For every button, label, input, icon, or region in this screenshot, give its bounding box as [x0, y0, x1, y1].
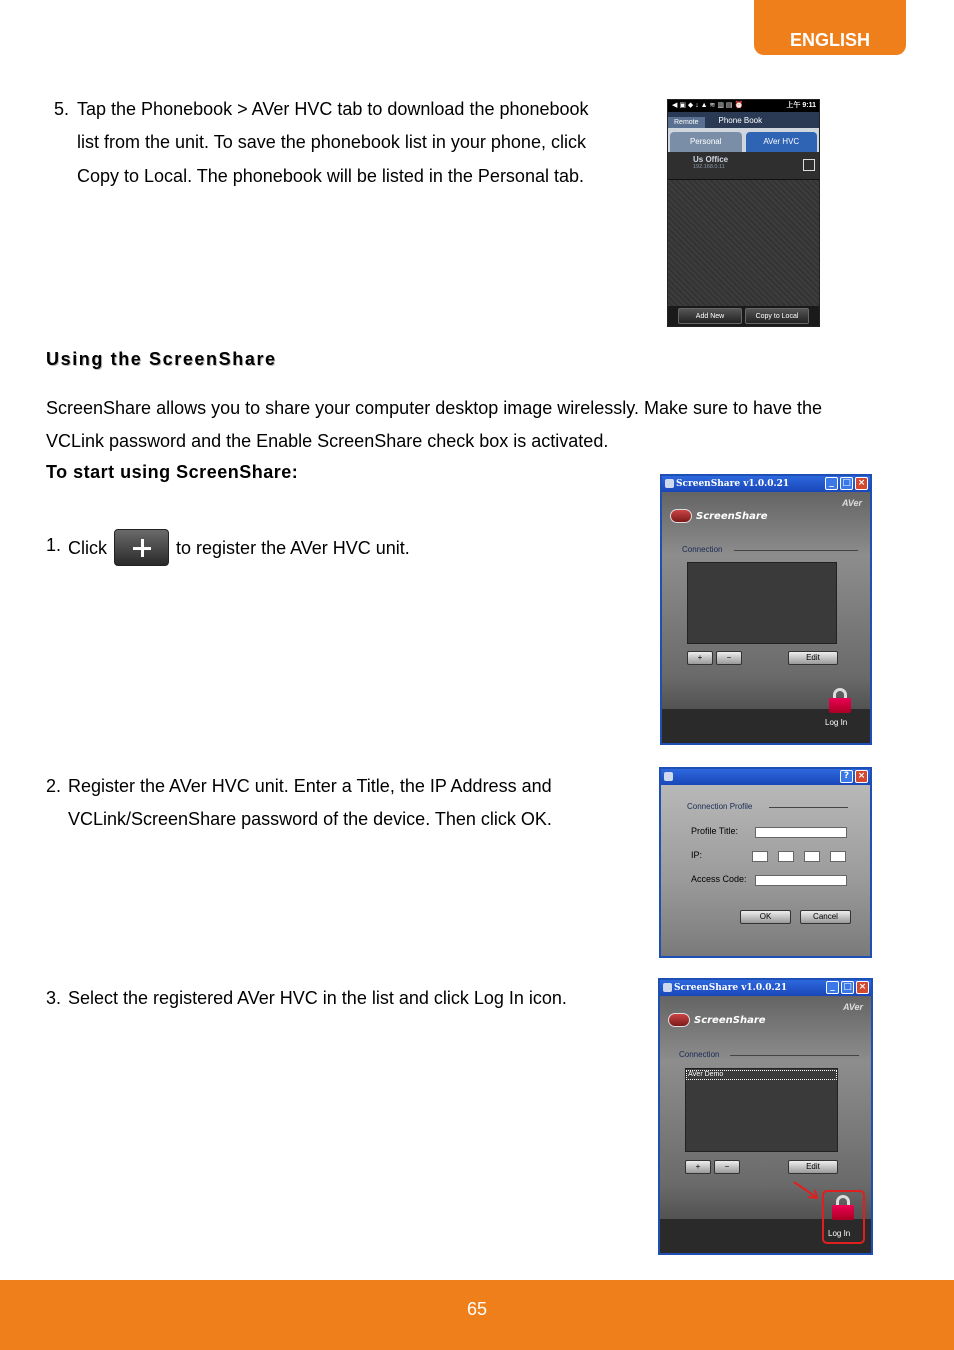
maximize-button[interactable]: □: [841, 981, 854, 994]
login-label[interactable]: Log In: [828, 1229, 851, 1238]
connection-label: Connection: [682, 545, 723, 554]
phone-book-title: Phone Book: [718, 116, 763, 125]
profile-title-input[interactable]: [755, 827, 847, 838]
connection-label: Connection: [679, 1050, 720, 1059]
step-1-number: 1.: [46, 535, 62, 555]
maximize-button[interactable]: □: [840, 477, 853, 490]
brand-label: AVer: [841, 498, 862, 508]
step-1-after: to register the AVer HVC unit.: [176, 538, 410, 558]
app-icon: [665, 479, 674, 488]
ip-field-4[interactable]: [830, 851, 846, 862]
close-button[interactable]: ×: [856, 981, 869, 994]
phone-top-bar: [668, 112, 819, 128]
phone-tabs: [668, 128, 819, 152]
entry-name: Us Office: [693, 155, 729, 164]
cancel-button[interactable]: Cancel: [800, 910, 851, 924]
step-3-line-1: Select the registered AVer HVC in the list and click Log In icon.: [68, 988, 567, 1008]
step-2-line-2: VCLink/ScreenShare password of the device. Then click OK.: [68, 809, 552, 829]
profile-title-label: Profile Title:: [691, 826, 739, 836]
tab-personal[interactable]: Personal: [670, 132, 742, 152]
step-3-number: 3.: [46, 988, 62, 1008]
connection-profile-dialog: [659, 767, 872, 958]
screenshare-logo: [668, 1010, 766, 1030]
page-number: 65: [466, 1299, 488, 1319]
divider: [769, 807, 848, 808]
window-title: ScreenShare v1.0.0.21: [676, 479, 790, 489]
list-item[interactable]: AVer Demo: [686, 1070, 837, 1080]
entry-ip: 192.168.0.11: [693, 164, 725, 170]
screenshare-logo-text: ScreenShare: [696, 510, 768, 522]
step-5-number: 5.: [54, 99, 70, 119]
tab-aver-hvc[interactable]: AVer HVC: [746, 132, 818, 152]
help-button[interactable]: ?: [840, 770, 853, 783]
login-label[interactable]: Log In: [825, 718, 848, 727]
intro-line-1: ScreenShare allows you to share your computer desktop image wirelessly. Make sure to have the: [46, 398, 823, 418]
status-time: 上午 9:11: [786, 102, 816, 109]
brand-label: AVer: [842, 1002, 863, 1012]
screenshare-window-2: [658, 978, 873, 1255]
close-button[interactable]: ×: [855, 477, 868, 490]
phone-bottom-bar: [668, 306, 819, 326]
step-1-before: Click: [68, 538, 107, 558]
divider: [730, 1055, 859, 1056]
app-icon: [664, 772, 673, 781]
plus-icon: [114, 529, 169, 566]
minimize-button[interactable]: _: [825, 477, 838, 490]
screenshare-logo: [670, 506, 768, 526]
tab-remote[interactable]: Remote: [668, 117, 705, 128]
step-1-text: [68, 529, 410, 566]
screenshare-logo-text: ScreenShare: [694, 1014, 766, 1026]
ip-label: IP:: [691, 850, 703, 860]
close-button[interactable]: ×: [855, 770, 868, 783]
screenshare-logo-icon: [670, 509, 692, 523]
step-2-line-1: Register the AVer HVC unit. Enter a Title, the IP Address and: [68, 776, 552, 796]
phonebook-entry[interactable]: [668, 152, 819, 180]
step-5-line-2: list from the unit. To save the phonebook list in your phone, click: [77, 132, 586, 152]
connection-list[interactable]: [687, 562, 837, 644]
step-2-number: 2.: [46, 776, 62, 796]
screenshare-window-1: [660, 474, 872, 745]
minimize-button[interactable]: _: [826, 981, 839, 994]
divider: [734, 550, 858, 551]
step-5-line-3: Copy to Local. The phonebook will be listed in the Personal tab.: [77, 166, 584, 186]
phone-screenshot: [667, 99, 820, 327]
dialog-title-bar: [661, 769, 870, 785]
phonebook-list: [668, 180, 819, 306]
window-title-bar: [662, 476, 870, 492]
connection-profile-label: Connection Profile: [687, 802, 753, 811]
intro-line-2: VCLink password and the Enable ScreenShare check box is activated.: [46, 431, 609, 451]
edit-button[interactable]: Edit: [788, 651, 838, 665]
phone-status-bar: [668, 100, 819, 112]
status-icons: ◀ ▣ ◆ ↓ ▲ ≋ ▥ ▤ ⏰: [672, 102, 744, 109]
copy-to-local-button[interactable]: Copy to Local: [745, 308, 809, 324]
app-icon: [663, 983, 672, 992]
access-code-label: Access Code:: [691, 874, 747, 884]
remove-button[interactable]: −: [714, 1160, 740, 1174]
ip-field-1[interactable]: [752, 851, 768, 862]
add-button[interactable]: +: [685, 1160, 711, 1174]
window-title-bar: [660, 980, 871, 996]
edit-button[interactable]: Edit: [788, 1160, 838, 1174]
lock-icon[interactable]: [831, 1195, 855, 1221]
window-title: ScreenShare v1.0.0.21: [674, 983, 788, 993]
edit-icon[interactable]: [803, 159, 815, 171]
connection-list[interactable]: [685, 1068, 838, 1152]
ip-field-3[interactable]: [804, 851, 820, 862]
subheading: To start using ScreenShare:: [46, 462, 299, 482]
section-heading: Using the ScreenShare: [46, 349, 277, 369]
ip-field-2[interactable]: [778, 851, 794, 862]
remove-button[interactable]: −: [716, 651, 742, 665]
add-new-button[interactable]: Add New: [678, 308, 742, 324]
add-button[interactable]: +: [687, 651, 713, 665]
access-code-input[interactable]: [755, 875, 847, 886]
screenshare-logo-icon: [668, 1013, 690, 1027]
arrow-icon: [792, 1180, 822, 1202]
lock-icon[interactable]: [828, 688, 852, 714]
step-5-line-1: Tap the Phonebook > AVer HVC tab to download the phonebook: [77, 99, 589, 119]
ok-button[interactable]: OK: [740, 910, 791, 924]
language-tab: ENGLISH: [754, 0, 906, 55]
